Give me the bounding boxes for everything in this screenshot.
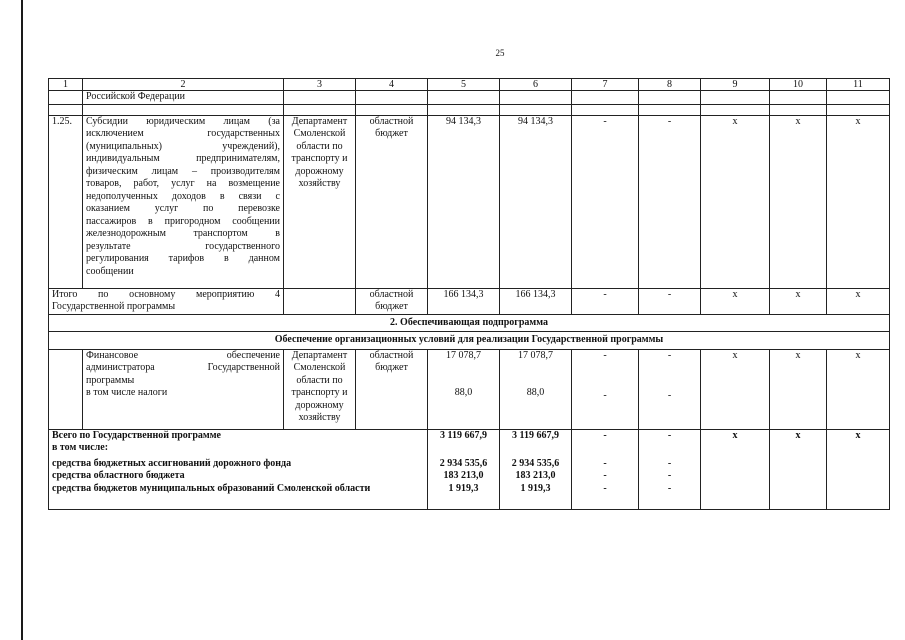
itogo-c8: - <box>639 288 701 314</box>
col-header-6: 6 <box>500 79 572 91</box>
financing-c7: - - <box>572 349 639 429</box>
totals-c6: 3 119 667,9 2 934 535,6 183 213,0 1 919,3 <box>500 429 572 509</box>
financing-c11: х <box>827 349 890 429</box>
row-c9: х <box>701 115 770 288</box>
row-c11: х <box>827 115 890 288</box>
itogo-source: областной бюджет <box>356 288 428 314</box>
itogo-c11: х <box>827 288 890 314</box>
itogo-name: Итого по основному мероприятию 4 Государственной программы <box>49 288 284 314</box>
financing-executor: Департамент Смоленской области по транспорту и дорожному хозяйству <box>284 349 356 429</box>
column-number-row <box>49 79 890 91</box>
totals-c5: 3 119 667,9 2 934 535,6 183 213,0 1 919,3 <box>428 429 500 509</box>
row-c5: 94 134,3 <box>428 115 500 288</box>
subsection-row <box>49 332 890 350</box>
page-number: 25 <box>495 48 505 58</box>
totals-c8: - - - - <box>639 429 701 509</box>
section-title: 2. Обеспечивающая подпрограмма <box>49 314 890 332</box>
col-header-3: 3 <box>284 79 356 91</box>
row-c10: х <box>770 115 827 288</box>
col-header-11: 11 <box>827 79 890 91</box>
table-row-itogo <box>49 288 890 314</box>
itogo-c9: х <box>701 288 770 314</box>
section-row <box>49 314 890 332</box>
financing-c6: 17 078,7 88,0 <box>500 349 572 429</box>
financing-c8: - - <box>639 349 701 429</box>
financing-c5: 17 078,7 88,0 <box>428 349 500 429</box>
table-row-totals <box>49 429 890 509</box>
col-header-4: 4 <box>356 79 428 91</box>
totals-labels: Всего по Государственной программе в том числе: средства бюджетных ассигнований дорожного фонда средства областного бюджета средства бюджетов муниципальных образований Смоленской области <box>49 429 428 509</box>
row-c7: - <box>572 115 639 288</box>
col-header-9: 9 <box>701 79 770 91</box>
row-name: Субсидии юридическим лицам (за исключением государственных (муниципальных) учреждений), индивидуальным предпринимателям, физическим лицам – производителям товаров, работ, услуг на возмещение недополученных доходов в связи с оказанием услуг по перевозке пассажиров в пригородном сообщении железнодорожным транспортом в результате государственного регулирования тарифов в данном сообщении <box>83 115 284 288</box>
row-executor: Департамент Смоленской области по транспорту и дорожному хозяйству <box>284 115 356 288</box>
row-source: областной бюджет <box>356 115 428 288</box>
financing-source: областной бюджет <box>356 349 428 429</box>
col-header-2: 2 <box>83 79 284 91</box>
totals-c10: х <box>770 429 827 509</box>
table-row-1-25 <box>49 115 890 288</box>
col-header-1: 1 <box>49 79 83 91</box>
totals-c9: х <box>701 429 770 509</box>
page-margin-line <box>21 0 23 640</box>
col-header-10: 10 <box>770 79 827 91</box>
row-number: 1.25. <box>49 115 83 288</box>
financing-c9: х <box>701 349 770 429</box>
totals-c11: х <box>827 429 890 509</box>
itogo-c7: - <box>572 288 639 314</box>
financing-c10: х <box>770 349 827 429</box>
row-c6: 94 134,3 <box>500 115 572 288</box>
row-rf-name: Российской Федерации <box>83 91 284 105</box>
col-header-7: 7 <box>572 79 639 91</box>
budget-table <box>48 78 890 510</box>
row-c8: - <box>639 115 701 288</box>
col-header-5: 5 <box>428 79 500 91</box>
col-header-8: 8 <box>639 79 701 91</box>
subsection-title: Обеспечение организационных условий для реализации Государственной программы <box>49 332 890 350</box>
itogo-c10: х <box>770 288 827 314</box>
itogo-c6: 166 134,3 <box>500 288 572 314</box>
tax-label: в том числе налоги <box>86 387 168 398</box>
financing-name: Финансовое обеспечение администратора Государственной программы в том числе налоги <box>83 349 284 429</box>
table-row-rf <box>49 91 890 105</box>
totals-c7: - - - - <box>572 429 639 509</box>
table-row-financing <box>49 349 890 429</box>
itogo-c5: 166 134,3 <box>428 288 500 314</box>
